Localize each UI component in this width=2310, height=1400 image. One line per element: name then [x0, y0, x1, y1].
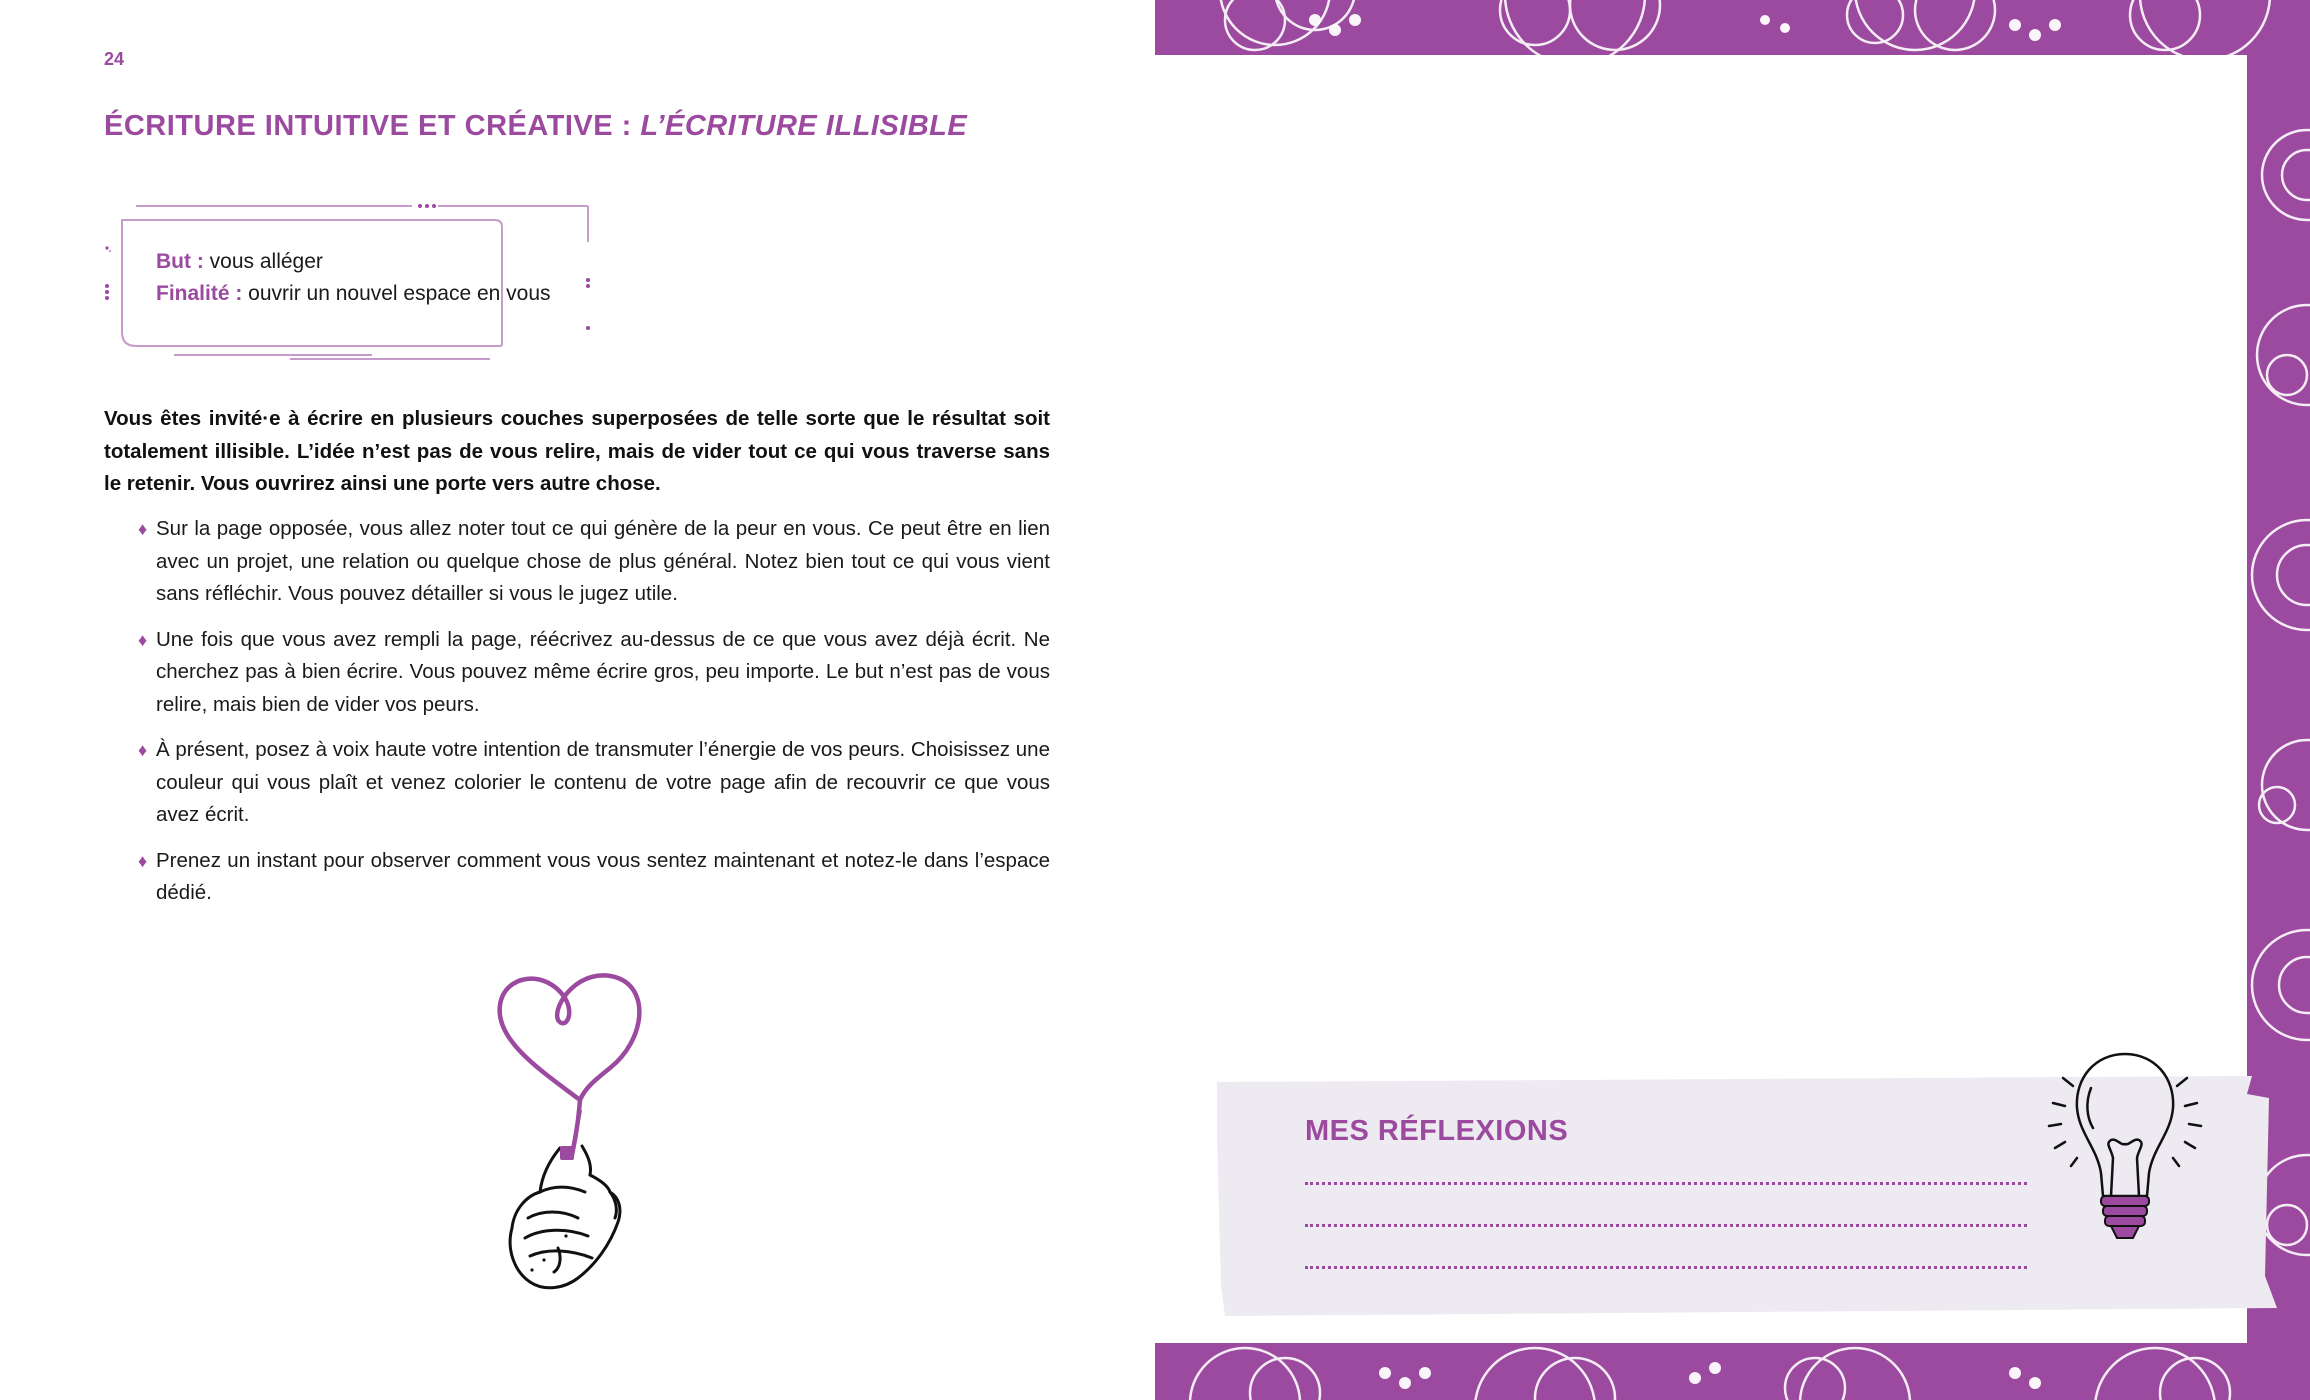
- step-text: À présent, posez à voix haute votre intention de transmuter l’énergie de vos peurs. Choisissez une couleur qui vous plaît et venez colorier le contenu de votre page afin de recouvrir ce que vous avez écrit.: [156, 738, 1050, 826]
- heart-string-hand-icon: [470, 960, 670, 1325]
- right-page: [1155, 0, 2310, 1400]
- steps-list: [138, 513, 1050, 923]
- goal-box-frame: [100, 196, 600, 366]
- page-number: 24: [104, 49, 125, 69]
- diamond-bullet-icon: ♦: [138, 850, 148, 871]
- diamond-bullet-icon: ♦: [138, 519, 148, 539]
- intro-paragraph: Vous êtes invité·e à écrire en plusieurs couches superposées de telle sorte que le résultat soit totalement illisible. L’idée n’est pas de vous relire, mais de vider tout ce qui vous traverse sans le retenir. Vous ouvrirez ainsi une porte vers autre chose.: [104, 407, 1050, 495]
- but-label: But :: [156, 250, 204, 273]
- diamond-bullet-icon: ♦: [138, 629, 148, 650]
- writing-line[interactable]: [1305, 1266, 2027, 1269]
- goal-finalite: [156, 282, 551, 306]
- list-item: [138, 734, 1050, 832]
- goal-but: [156, 250, 323, 274]
- lightbulb-icon: [2025, 1048, 2225, 1253]
- step-text: Sur la page opposée, vous allez noter tout ce qui génère de la peur en vous. Ce peut être en lien avec un projet, une relation ou quelque chose de plus général. Notez bien tout ce qui vous vient sans réfléchir. Vous pouvez détailler si vous le jugez utile.: [156, 517, 1050, 605]
- list-item: [138, 513, 1050, 611]
- reflexions-title: MES RÉFLEXIONS: [1305, 1115, 1569, 1147]
- finalite-value: ouvrir un nouvel espace en vous: [242, 282, 551, 305]
- flower-of-life-pattern: [1155, 0, 2310, 55]
- goal-box: [100, 196, 600, 366]
- but-value: vous alléger: [203, 250, 323, 273]
- writing-line[interactable]: [1305, 1182, 2027, 1185]
- flower-of-life-pattern-bottom: [1155, 1343, 2310, 1400]
- page-title-main: ÉCRITURE INTUITIVE ET CRÉATIVE :: [104, 110, 641, 142]
- writing-line[interactable]: [1305, 1224, 2027, 1227]
- list-item: [138, 624, 1050, 722]
- step-text: Prenez un instant pour observer comment vous vous sentez maintenant et notez-le dans l’espace dédié.: [156, 848, 1050, 904]
- finalite-label: Finalité :: [156, 282, 243, 305]
- step-text: Une fois que vous avez rempli la page, réécrivez au-dessus de ce que vous avez déjà écrit. Ne cherchez pas à bien écrire. Vous pouvez même écrire gros, peu importe. Le but n’est pas de vous relire, mais bien de vider vos peurs.: [156, 627, 1050, 716]
- diamond-bullet-icon: ♦: [138, 740, 148, 760]
- page-title-italic: L’ÉCRITURE ILLISIBLE: [640, 110, 968, 142]
- list-item: [138, 845, 1050, 910]
- page-title: [104, 110, 967, 143]
